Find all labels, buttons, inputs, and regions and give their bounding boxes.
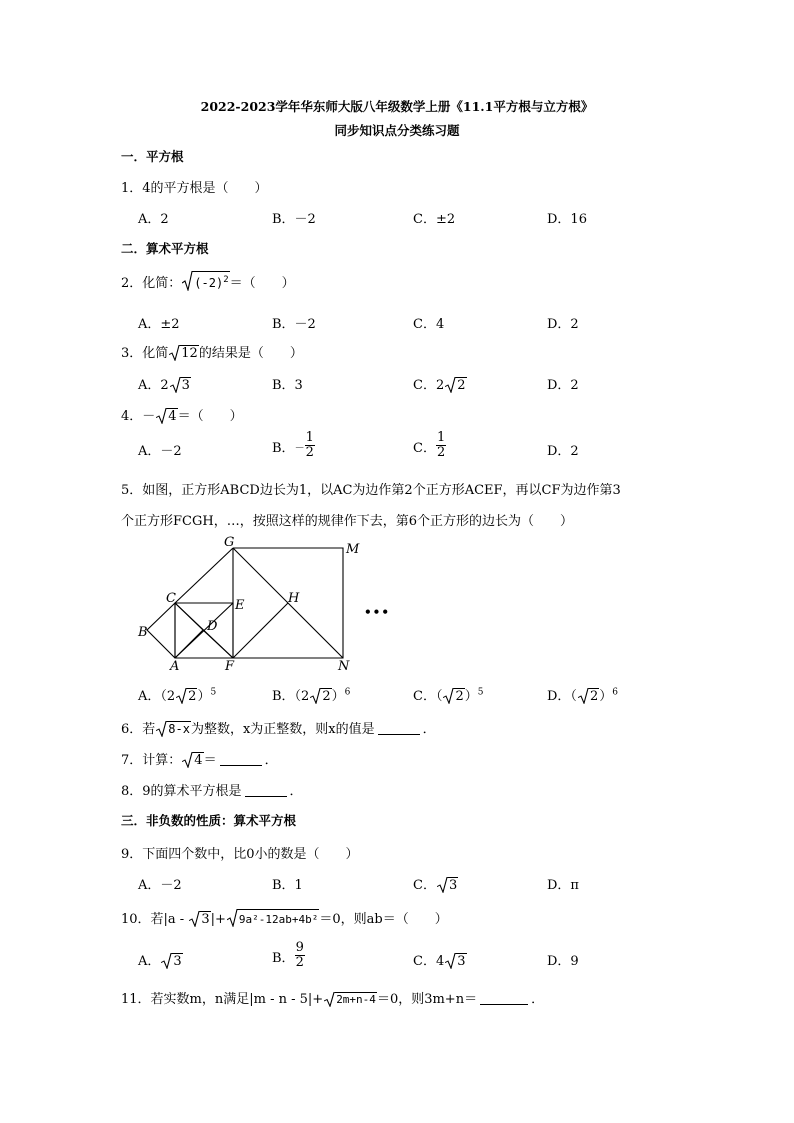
q5-option-a-suffix: ） <box>197 689 211 704</box>
figure-label-n: N <box>338 659 350 674</box>
q9-option-d[interactable]: D．π <box>547 878 579 893</box>
q4-option-c-fraction <box>436 431 446 459</box>
q5-option-b-sqrt <box>310 688 331 704</box>
figure-label-a: A <box>170 659 180 674</box>
q4-after: ＝（ ） <box>177 409 243 424</box>
q5-option-c-prefix: C．（ <box>413 689 443 704</box>
q2-option-d[interactable]: D．2 <box>547 317 579 332</box>
q5-option-b-radicand: 2 <box>322 689 331 704</box>
q3-option-d[interactable]: D．2 <box>547 378 579 393</box>
q2-after: ＝（ ） <box>229 276 295 291</box>
q10-option-a[interactable] <box>138 950 183 969</box>
q5-option-a[interactable] <box>138 685 216 704</box>
q5-option-b-exponent: 6 <box>344 687 351 698</box>
q6-answer-blank[interactable] <box>378 722 420 735</box>
q4-option-b-numerator: 1 <box>305 430 314 445</box>
figure-label-c: C <box>166 591 176 606</box>
q5-option-a-prefix: A．（2 <box>138 689 176 704</box>
q4-number: 4．－ <box>121 409 156 424</box>
q2-radicand: (-2) <box>194 276 224 290</box>
q5-option-c-exponent: 5 <box>477 687 484 698</box>
q3-option-a-radicand: 3 <box>181 378 190 393</box>
q7-sqrt <box>182 752 203 768</box>
q4-option-d[interactable]: D．2 <box>547 444 579 459</box>
q3-number: 3．化简 <box>121 346 169 361</box>
q3-option-a[interactable] <box>138 374 191 393</box>
q10-option-a-radicand: 3 <box>173 954 182 969</box>
q4-option-c-denominator: 2 <box>436 444 446 460</box>
figure-label-m: M <box>346 542 360 557</box>
q5-option-c-sqrt <box>443 688 464 704</box>
q1-option-b[interactable]: B．－2 <box>272 212 316 227</box>
q4-sqrt <box>156 408 177 424</box>
q6-after: 为整数，x为正整数，则x的值是 <box>190 722 375 737</box>
figure-label-g: G <box>224 535 235 550</box>
q9-option-c-radicand: 3 <box>448 878 458 893</box>
q3-option-a-coef: A．2 <box>138 378 169 393</box>
q11-after: ＝0，则3m+n＝ <box>376 992 478 1007</box>
question-5-line-2: 个正方形FCGH，…，按照这样的规律作下去，第6个正方形的边长为（ ） <box>121 514 573 529</box>
q10-option-a-label: A． <box>138 954 161 969</box>
question-3-stem <box>121 342 303 361</box>
q6-radicand: 8-x <box>168 722 190 736</box>
question-9-stem: 9．下面四个数中，比0小的数是（ ） <box>121 847 359 862</box>
q4-option-b-fraction <box>305 431 315 459</box>
q10-option-b[interactable] <box>272 941 305 969</box>
q5-option-b-suffix: ） <box>331 689 345 704</box>
q4-option-b-label: B． <box>272 440 295 456</box>
q2-option-a[interactable]: A．±2 <box>138 317 180 332</box>
q11-number: 11．若实数m，n满足|m - n - 5|+ <box>121 992 324 1007</box>
q10-sqrt-1 <box>189 911 210 927</box>
q8-text: 8．9的算术平方根是 <box>121 784 242 799</box>
figure-label-d: D <box>207 619 218 634</box>
q10-option-b-denominator: 2 <box>295 954 304 970</box>
q11-radicand: 2m+n-4 <box>336 993 376 1006</box>
q10-option-d[interactable]: D．9 <box>547 954 579 969</box>
q7-answer-blank[interactable] <box>220 753 262 766</box>
segment-df <box>203 630 233 658</box>
q2-option-c[interactable]: C．4 <box>413 317 445 332</box>
question-7-stem <box>121 749 278 768</box>
q1-option-a[interactable]: A．2 <box>138 212 169 227</box>
section-heading-2: 二．算术平方根 <box>121 241 209 256</box>
q4-option-b-sign: － <box>294 442 305 454</box>
q10-option-b-numerator: 9 <box>295 940 304 955</box>
q5-option-a-radicand: 2 <box>188 689 197 704</box>
q9-option-c-sqrt <box>437 877 458 893</box>
q5-option-b[interactable] <box>272 685 350 704</box>
q3-option-a-sqrt <box>170 377 191 393</box>
figure-label-b: B <box>138 625 148 640</box>
q2-exponent: 2 <box>223 275 229 285</box>
q5-option-d[interactable] <box>547 685 618 704</box>
figure-label-f: F <box>225 659 235 674</box>
q6-number: 6．若 <box>121 722 156 737</box>
q5-option-d-sqrt <box>578 688 599 704</box>
q1-option-c[interactable]: C．±2 <box>413 212 456 227</box>
q10-sqrt-2 <box>227 909 319 927</box>
q5-option-c-suffix: ） <box>464 689 478 704</box>
q5-option-d-suffix: ） <box>599 689 613 704</box>
q10-option-c-radicand: 3 <box>457 954 466 969</box>
q7-after: ＝ <box>203 753 217 768</box>
q11-sqrt <box>324 992 377 1007</box>
section-heading-3: 三．非负数的性质：算术平方根 <box>121 813 297 828</box>
q3-option-c[interactable] <box>413 374 467 393</box>
q8-answer-blank[interactable] <box>245 784 287 797</box>
q4-option-c-numerator: 1 <box>436 430 446 445</box>
q4-option-c-label: C． <box>413 440 436 456</box>
segment-cg <box>175 548 233 603</box>
q8-end: ． <box>289 784 303 799</box>
q2-option-b[interactable]: B．－2 <box>272 317 316 332</box>
q5-option-b-prefix: B．（2 <box>272 689 310 704</box>
q9-option-c[interactable] <box>413 874 458 893</box>
q10-option-c[interactable] <box>413 950 467 969</box>
q10-option-b-label: B． <box>272 950 295 966</box>
q3-radicand: 12 <box>181 346 198 361</box>
q11-answer-blank[interactable] <box>480 992 528 1005</box>
q4-option-c[interactable] <box>413 431 446 459</box>
q6-sqrt <box>156 721 191 737</box>
q3-option-b[interactable]: B．3 <box>272 378 303 393</box>
question-6-stem <box>121 718 436 737</box>
q9-option-a[interactable]: A．－2 <box>138 878 182 893</box>
q5-option-a-exponent: 5 <box>210 687 217 698</box>
q4-option-a[interactable]: A．－2 <box>138 444 182 459</box>
q4-radicand: 4 <box>168 409 177 424</box>
q10-option-a-sqrt <box>161 953 182 969</box>
q1-option-d[interactable]: D．16 <box>547 212 587 227</box>
q10-radicand-1: 3 <box>201 912 210 927</box>
q3-option-c-coef: C．2 <box>413 378 445 393</box>
q7-radicand: 4 <box>194 753 203 768</box>
q7-end: ． <box>264 753 278 768</box>
question-4-stem <box>121 405 243 424</box>
title-line-2: 同步知识点分类练习题 <box>334 123 460 138</box>
q10-radicand-2: 9a²-12ab+4b² <box>238 909 319 926</box>
q5-option-d-prefix: D．（ <box>547 689 577 704</box>
q10-option-c-label: C．4 <box>413 954 445 969</box>
q4-option-b-denominator: 2 <box>305 444 314 460</box>
q6-end: ． <box>422 722 436 737</box>
q7-number: 7．计算： <box>121 753 182 768</box>
question-2-stem <box>121 271 295 291</box>
section-heading-1: 一．平方根 <box>121 149 184 164</box>
q11-end: ． <box>531 992 545 1007</box>
figure-ellipsis: ••• <box>364 605 391 619</box>
q10-number: 10．若|a - <box>121 912 189 927</box>
q2-sqrt <box>182 271 229 291</box>
q5-option-d-exponent: 6 <box>612 687 618 698</box>
q5-option-a-sqrt <box>176 688 197 704</box>
q5-option-c-radicand: 2 <box>455 689 464 704</box>
title-line-1: 2022-2023学年华东师大版八年级数学上册《11.1平方根与立方根》 <box>200 99 594 114</box>
q5-option-c[interactable] <box>413 685 483 704</box>
q3-option-c-radicand: 2 <box>457 378 466 393</box>
question-10-stem <box>121 908 448 927</box>
figure-label-h: H <box>288 591 300 606</box>
question-11-stem <box>121 988 544 1007</box>
q3-after: 的结果是（ ） <box>198 346 303 361</box>
question-8-stem <box>121 780 303 799</box>
q4-option-b[interactable] <box>272 431 315 459</box>
q10-after: ＝0，则ab＝（ ） <box>319 912 448 927</box>
question-5-line-1: 5．如图，正方形ABCD边长为1，以AC为边作第2个正方形ACEF，再以CF为边作第3 <box>121 483 621 498</box>
q3-option-c-sqrt <box>445 377 466 393</box>
q2-number: 2．化简： <box>121 276 182 291</box>
figure-label-e: E <box>235 598 245 613</box>
q5-option-d-radicand: 2 <box>589 689 599 704</box>
q3-sqrt <box>169 345 199 361</box>
q9-option-c-label: C． <box>413 878 436 893</box>
q9-option-b[interactable]: B．1 <box>272 878 303 893</box>
q10-mid: |+ <box>210 912 226 927</box>
question-1-stem: 1．4的平方根是（ ） <box>121 181 268 196</box>
q10-option-c-sqrt <box>445 953 466 969</box>
q10-option-b-fraction <box>295 941 305 969</box>
